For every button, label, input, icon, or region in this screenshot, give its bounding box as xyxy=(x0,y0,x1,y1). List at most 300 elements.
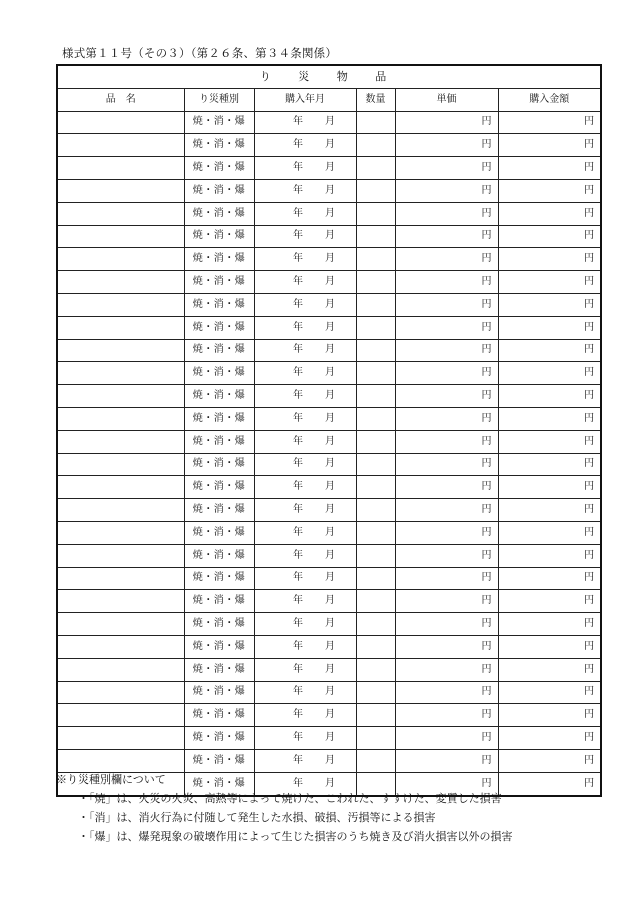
yen-unit-label: 円 xyxy=(481,344,492,356)
yen-unit-label: 円 xyxy=(584,230,595,242)
yen-unit-label: 円 xyxy=(584,344,595,356)
item-name-cell[interactable] xyxy=(57,453,184,476)
damage-type-cell[interactable] xyxy=(184,157,254,180)
quantity-cell[interactable] xyxy=(356,339,395,362)
purchase-amount-cell[interactable] xyxy=(498,476,601,499)
damage-type-options: 焼・消・爆 xyxy=(192,435,246,447)
table-row xyxy=(57,613,601,636)
purchase-date-cell[interactable] xyxy=(254,293,356,316)
purchase-amount-cell[interactable] xyxy=(498,749,601,772)
month-label: 月 xyxy=(325,526,335,538)
item-name-cell[interactable] xyxy=(57,749,184,772)
year-label: 年 xyxy=(293,504,303,516)
table-row xyxy=(57,225,601,248)
purchase-amount-cell[interactable] xyxy=(498,727,601,750)
purchase-amount-cell[interactable] xyxy=(498,271,601,294)
damage-type-cell[interactable] xyxy=(184,430,254,453)
year-label: 年 xyxy=(293,458,303,470)
item-name-cell[interactable] xyxy=(57,157,184,180)
unit-price-cell[interactable] xyxy=(395,476,498,499)
item-name-cell[interactable] xyxy=(57,225,184,248)
purchase-amount-cell[interactable] xyxy=(498,385,601,408)
damage-type-cell[interactable] xyxy=(184,681,254,704)
damage-type-options: 焼・消・爆 xyxy=(192,754,246,766)
purchase-amount-cell[interactable] xyxy=(498,362,601,385)
unit-price-cell[interactable] xyxy=(395,339,498,362)
purchase-amount-cell[interactable] xyxy=(498,248,601,271)
quantity-cell[interactable] xyxy=(356,704,395,727)
month-label: 月 xyxy=(325,458,335,470)
damage-type-options: 焼・消・爆 xyxy=(192,709,246,721)
quantity-cell[interactable] xyxy=(356,179,395,202)
yen-unit-label: 円 xyxy=(481,230,492,242)
table-row xyxy=(57,635,601,658)
purchase-amount-cell[interactable] xyxy=(498,430,601,453)
month-label: 月 xyxy=(325,572,335,584)
table-row xyxy=(57,362,601,385)
damage-type-cell[interactable] xyxy=(184,590,254,613)
purchase-amount-cell[interactable] xyxy=(498,635,601,658)
item-name-cell[interactable] xyxy=(57,407,184,430)
unit-price-cell[interactable] xyxy=(395,316,498,339)
column-header-purchase-amount: 購入金額 xyxy=(498,88,601,111)
year-label: 年 xyxy=(293,253,303,265)
purchase-amount-cell[interactable] xyxy=(498,681,601,704)
yen-unit-label: 円 xyxy=(584,276,595,288)
item-name-cell[interactable] xyxy=(57,134,184,157)
damage-type-cell[interactable] xyxy=(184,704,254,727)
yen-unit-label: 円 xyxy=(584,162,595,174)
unit-price-cell[interactable] xyxy=(395,499,498,522)
damage-type-options: 焼・消・爆 xyxy=(192,321,246,333)
year-label: 年 xyxy=(293,412,303,424)
year-label: 年 xyxy=(293,390,303,402)
damage-type-cell[interactable] xyxy=(184,111,254,134)
year-label: 年 xyxy=(293,526,303,538)
quantity-cell[interactable] xyxy=(356,544,395,567)
unit-price-cell[interactable] xyxy=(395,567,498,590)
purchase-date-cell[interactable] xyxy=(254,590,356,613)
item-name-cell[interactable] xyxy=(57,316,184,339)
purchase-date-cell[interactable] xyxy=(254,202,356,225)
item-name-cell[interactable] xyxy=(57,521,184,544)
yen-unit-label: 円 xyxy=(584,298,595,310)
purchase-date-cell[interactable] xyxy=(254,271,356,294)
unit-price-cell[interactable] xyxy=(395,225,498,248)
table-row xyxy=(57,111,601,134)
purchase-amount-cell[interactable] xyxy=(498,202,601,225)
yen-unit-label: 円 xyxy=(584,412,595,424)
purchase-date-cell[interactable] xyxy=(254,453,356,476)
unit-price-cell[interactable] xyxy=(395,134,498,157)
unit-price-cell[interactable] xyxy=(395,658,498,681)
item-name-cell[interactable] xyxy=(57,567,184,590)
month-label: 月 xyxy=(325,663,335,675)
item-name-cell[interactable] xyxy=(57,248,184,271)
purchase-date-cell[interactable] xyxy=(254,111,356,134)
purchase-amount-cell[interactable] xyxy=(498,499,601,522)
purchase-date-cell[interactable] xyxy=(254,430,356,453)
unit-price-cell[interactable] xyxy=(395,635,498,658)
damage-type-cell[interactable] xyxy=(184,749,254,772)
table-row xyxy=(57,407,601,430)
yen-unit-label: 円 xyxy=(584,549,595,561)
purchase-date-cell[interactable] xyxy=(254,362,356,385)
damage-type-options: 焼・消・爆 xyxy=(192,162,246,174)
purchase-date-cell[interactable] xyxy=(254,681,356,704)
damage-type-cell[interactable] xyxy=(184,407,254,430)
yen-unit-label: 円 xyxy=(481,367,492,379)
unit-price-cell[interactable] xyxy=(395,453,498,476)
table-row xyxy=(57,316,601,339)
yen-unit-label: 円 xyxy=(481,526,492,538)
quantity-cell[interactable] xyxy=(356,567,395,590)
damage-type-cell[interactable] xyxy=(184,134,254,157)
yen-unit-label: 円 xyxy=(481,777,492,789)
damage-type-cell[interactable] xyxy=(184,567,254,590)
quantity-cell[interactable] xyxy=(356,407,395,430)
purchase-date-cell[interactable] xyxy=(254,179,356,202)
quantity-cell[interactable] xyxy=(356,635,395,658)
purchase-date-cell[interactable] xyxy=(254,339,356,362)
item-name-cell[interactable] xyxy=(57,362,184,385)
year-label: 年 xyxy=(293,732,303,743)
quantity-cell[interactable] xyxy=(356,681,395,704)
yen-unit-label: 円 xyxy=(481,184,492,196)
notes-lead: ※り災種別欄について xyxy=(56,773,166,786)
quantity-cell[interactable] xyxy=(356,613,395,636)
table-row xyxy=(57,658,601,681)
purchase-date-cell[interactable] xyxy=(254,544,356,567)
quantity-cell[interactable] xyxy=(356,157,395,180)
item-name-cell[interactable] xyxy=(57,727,184,750)
year-label: 年 xyxy=(293,640,303,652)
month-label: 月 xyxy=(325,732,335,743)
unit-price-cell[interactable] xyxy=(395,590,498,613)
unit-price-cell[interactable] xyxy=(395,248,498,271)
quantity-cell[interactable] xyxy=(356,111,395,134)
month-label: 月 xyxy=(325,253,335,265)
month-label: 月 xyxy=(325,777,335,789)
item-name-cell[interactable] xyxy=(57,476,184,499)
damage-type-cell[interactable] xyxy=(184,385,254,408)
quantity-cell[interactable] xyxy=(356,430,395,453)
notes-section xyxy=(56,770,513,846)
month-label: 月 xyxy=(325,595,335,607)
item-name-cell[interactable] xyxy=(57,271,184,294)
purchase-amount-cell[interactable] xyxy=(498,407,601,430)
month-label: 月 xyxy=(325,184,335,196)
year-label: 年 xyxy=(293,754,303,766)
purchase-date-cell[interactable] xyxy=(254,225,356,248)
month-label: 月 xyxy=(325,390,335,402)
damage-type-cell[interactable] xyxy=(184,248,254,271)
table-title: り 災 物 品 xyxy=(57,65,601,88)
table-row xyxy=(57,749,601,772)
damage-type-options: 焼・消・爆 xyxy=(192,367,246,379)
purchase-amount-cell[interactable] xyxy=(498,704,601,727)
year-label: 年 xyxy=(293,276,303,288)
purchase-amount-cell[interactable] xyxy=(498,658,601,681)
quantity-cell[interactable] xyxy=(356,202,395,225)
quantity-cell[interactable] xyxy=(356,590,395,613)
unit-price-cell[interactable] xyxy=(395,293,498,316)
unit-price-cell[interactable] xyxy=(395,385,498,408)
damage-type-cell[interactable] xyxy=(184,499,254,522)
unit-price-cell[interactable] xyxy=(395,544,498,567)
damage-type-cell[interactable] xyxy=(184,544,254,567)
purchase-date-cell[interactable] xyxy=(254,613,356,636)
purchase-date-cell[interactable] xyxy=(254,407,356,430)
purchase-amount-cell[interactable] xyxy=(498,339,601,362)
yen-unit-label: 円 xyxy=(481,709,492,721)
damage-type-cell[interactable] xyxy=(184,521,254,544)
table-row xyxy=(57,544,601,567)
table-title-row xyxy=(57,65,601,88)
unit-price-cell[interactable] xyxy=(395,521,498,544)
unit-price-cell[interactable] xyxy=(395,749,498,772)
damage-type-options: 焼・消・爆 xyxy=(192,572,246,584)
month-label: 月 xyxy=(325,549,335,561)
yen-unit-label: 円 xyxy=(481,663,492,675)
yen-unit-label: 円 xyxy=(481,298,492,310)
month-label: 月 xyxy=(325,207,335,219)
damage-type-options: 焼・消・爆 xyxy=(192,139,246,151)
purchase-amount-cell[interactable] xyxy=(498,179,601,202)
damage-type-options: 焼・消・爆 xyxy=(192,549,246,561)
table-row xyxy=(57,385,601,408)
damage-type-cell[interactable] xyxy=(184,613,254,636)
purchase-date-cell[interactable] xyxy=(254,316,356,339)
damage-type-options: 焼・消・爆 xyxy=(192,458,246,470)
unit-price-cell[interactable] xyxy=(395,727,498,750)
damage-type-options: 焼・消・爆 xyxy=(192,276,246,288)
unit-price-cell[interactable] xyxy=(395,271,498,294)
table-row xyxy=(57,499,601,522)
purchase-amount-cell[interactable] xyxy=(498,590,601,613)
damage-type-options: 焼・消・爆 xyxy=(192,732,246,743)
yen-unit-label: 円 xyxy=(584,526,595,538)
quantity-cell[interactable] xyxy=(356,749,395,772)
table-row xyxy=(57,590,601,613)
damage-type-cell[interactable] xyxy=(184,316,254,339)
purchase-date-cell[interactable] xyxy=(254,499,356,522)
yen-unit-label: 円 xyxy=(584,709,595,721)
quantity-cell[interactable] xyxy=(356,271,395,294)
unit-price-cell[interactable] xyxy=(395,704,498,727)
item-name-cell[interactable] xyxy=(57,499,184,522)
purchase-date-cell[interactable] xyxy=(254,476,356,499)
damage-type-options: 焼・消・爆 xyxy=(192,640,246,652)
quantity-cell[interactable] xyxy=(356,362,395,385)
month-label: 月 xyxy=(325,367,335,379)
yen-unit-label: 円 xyxy=(481,640,492,652)
damage-type-options: 焼・消・爆 xyxy=(192,686,246,698)
month-label: 月 xyxy=(325,344,335,356)
item-name-cell[interactable] xyxy=(57,179,184,202)
month-label: 月 xyxy=(325,298,335,310)
item-name-cell[interactable] xyxy=(57,658,184,681)
yen-unit-label: 円 xyxy=(481,162,492,174)
purchase-date-cell[interactable] xyxy=(254,385,356,408)
month-label: 月 xyxy=(325,435,335,447)
yen-unit-label: 円 xyxy=(584,572,595,584)
item-name-cell[interactable] xyxy=(57,544,184,567)
quantity-cell[interactable] xyxy=(356,316,395,339)
year-label: 年 xyxy=(293,595,303,607)
month-label: 月 xyxy=(325,412,335,424)
quantity-cell[interactable] xyxy=(356,248,395,271)
purchase-date-cell[interactable] xyxy=(254,658,356,681)
purchase-amount-cell[interactable] xyxy=(498,453,601,476)
item-name-cell[interactable] xyxy=(57,590,184,613)
year-label: 年 xyxy=(293,549,303,561)
quantity-cell[interactable] xyxy=(356,476,395,499)
quantity-cell[interactable] xyxy=(356,499,395,522)
damage-type-cell[interactable] xyxy=(184,179,254,202)
year-label: 年 xyxy=(293,481,303,493)
item-name-cell[interactable] xyxy=(57,202,184,225)
quantity-cell[interactable] xyxy=(356,521,395,544)
damage-type-options: 焼・消・爆 xyxy=(192,390,246,402)
purchase-amount-cell[interactable] xyxy=(498,772,601,795)
quantity-cell[interactable] xyxy=(356,385,395,408)
table-row xyxy=(57,521,601,544)
purchase-amount-cell[interactable] xyxy=(498,613,601,636)
month-label: 月 xyxy=(325,640,335,652)
purchase-amount-cell[interactable] xyxy=(498,134,601,157)
item-name-cell[interactable] xyxy=(57,339,184,362)
damage-type-cell[interactable] xyxy=(184,727,254,750)
purchase-date-cell[interactable] xyxy=(254,248,356,271)
unit-price-cell[interactable] xyxy=(395,430,498,453)
yen-unit-label: 円 xyxy=(481,116,492,128)
note-item-extinguish: ・「消」は、消火行為に付随して発生した水損、破損、汚損等による損害 xyxy=(78,811,436,824)
damage-type-cell[interactable] xyxy=(184,271,254,294)
damage-type-cell[interactable] xyxy=(184,293,254,316)
column-header-row xyxy=(57,88,601,111)
unit-price-cell[interactable] xyxy=(395,613,498,636)
month-label: 月 xyxy=(325,162,335,174)
item-name-cell[interactable] xyxy=(57,613,184,636)
purchase-date-cell[interactable] xyxy=(254,704,356,727)
item-name-cell[interactable] xyxy=(57,293,184,316)
damage-type-cell[interactable] xyxy=(184,635,254,658)
month-label: 月 xyxy=(325,230,335,242)
item-name-cell[interactable] xyxy=(57,681,184,704)
year-label: 年 xyxy=(293,321,303,333)
purchase-date-cell[interactable] xyxy=(254,157,356,180)
damage-type-cell[interactable] xyxy=(184,362,254,385)
unit-price-cell[interactable] xyxy=(395,681,498,704)
year-label: 年 xyxy=(293,207,303,219)
purchase-amount-cell[interactable] xyxy=(498,544,601,567)
purchase-amount-cell[interactable] xyxy=(498,316,601,339)
unit-price-cell[interactable] xyxy=(395,157,498,180)
quantity-cell[interactable] xyxy=(356,225,395,248)
damage-type-options: 焼・消・爆 xyxy=(192,618,246,630)
damage-type-options: 焼・消・爆 xyxy=(192,298,246,310)
quantity-cell[interactable] xyxy=(356,658,395,681)
purchase-amount-cell[interactable] xyxy=(498,567,601,590)
purchase-amount-cell[interactable] xyxy=(498,111,601,134)
damage-type-cell[interactable] xyxy=(184,476,254,499)
yen-unit-label: 円 xyxy=(584,732,595,743)
yen-unit-label: 円 xyxy=(481,504,492,516)
unit-price-cell[interactable] xyxy=(395,179,498,202)
damage-type-cell[interactable] xyxy=(184,202,254,225)
item-name-cell[interactable] xyxy=(57,111,184,134)
purchase-date-cell[interactable] xyxy=(254,635,356,658)
item-name-cell[interactable] xyxy=(57,385,184,408)
purchase-amount-cell[interactable] xyxy=(498,157,601,180)
purchase-date-cell[interactable] xyxy=(254,567,356,590)
purchase-date-cell[interactable] xyxy=(254,134,356,157)
year-label: 年 xyxy=(293,162,303,174)
item-name-cell[interactable] xyxy=(57,635,184,658)
yen-unit-label: 円 xyxy=(584,184,595,196)
item-name-cell[interactable] xyxy=(57,704,184,727)
purchase-amount-cell[interactable] xyxy=(498,293,601,316)
table-row xyxy=(57,179,601,202)
purchase-date-cell[interactable] xyxy=(254,749,356,772)
note-item-explosion: ・「爆」は、爆発現象の破壊作用によって生じた損害のうち焼き及び消火損害以外の損害 xyxy=(78,830,513,843)
yen-unit-label: 円 xyxy=(584,253,595,265)
damage-type-cell[interactable] xyxy=(184,339,254,362)
damage-type-cell[interactable] xyxy=(184,225,254,248)
quantity-cell[interactable] xyxy=(356,293,395,316)
purchase-date-cell[interactable] xyxy=(254,521,356,544)
yen-unit-label: 円 xyxy=(584,777,595,789)
yen-unit-label: 円 xyxy=(584,367,595,379)
unit-price-cell[interactable] xyxy=(395,202,498,225)
purchase-date-cell[interactable] xyxy=(254,727,356,750)
unit-price-cell[interactable] xyxy=(395,362,498,385)
table-row xyxy=(57,271,601,294)
purchase-amount-cell[interactable] xyxy=(498,225,601,248)
unit-price-cell[interactable] xyxy=(395,111,498,134)
yen-unit-label: 円 xyxy=(481,412,492,424)
yen-unit-label: 円 xyxy=(584,754,595,766)
yen-unit-label: 円 xyxy=(481,732,492,743)
damage-type-options: 焼・消・爆 xyxy=(192,344,246,356)
month-label: 月 xyxy=(325,321,335,333)
form-number-label: 様式第１１号（その３）（第２６条、第３４条関係） xyxy=(62,46,338,60)
table-row xyxy=(57,430,601,453)
yen-unit-label: 円 xyxy=(481,253,492,265)
quantity-cell[interactable] xyxy=(356,134,395,157)
damage-type-options: 焼・消・爆 xyxy=(192,504,246,516)
month-label: 月 xyxy=(325,754,335,766)
unit-price-cell[interactable] xyxy=(395,407,498,430)
column-header-damage-type: り災種別 xyxy=(184,88,254,111)
item-name-cell[interactable] xyxy=(57,430,184,453)
damaged-goods-table xyxy=(56,64,602,797)
yen-unit-label: 円 xyxy=(481,549,492,561)
quantity-cell[interactable] xyxy=(356,453,395,476)
purchase-amount-cell[interactable] xyxy=(498,521,601,544)
table-row xyxy=(57,339,601,362)
damage-type-cell[interactable] xyxy=(184,453,254,476)
damage-type-cell[interactable] xyxy=(184,658,254,681)
table-row xyxy=(57,567,601,590)
note-item-fire: ・「焼」は、火災の火炎、高熱等によって焼けた、こわれた、すすけた、変質した損害 xyxy=(78,792,502,805)
yen-unit-label: 円 xyxy=(584,116,595,128)
year-label: 年 xyxy=(293,184,303,196)
quantity-cell[interactable] xyxy=(356,727,395,750)
yen-unit-label: 円 xyxy=(481,276,492,288)
yen-unit-label: 円 xyxy=(481,572,492,584)
